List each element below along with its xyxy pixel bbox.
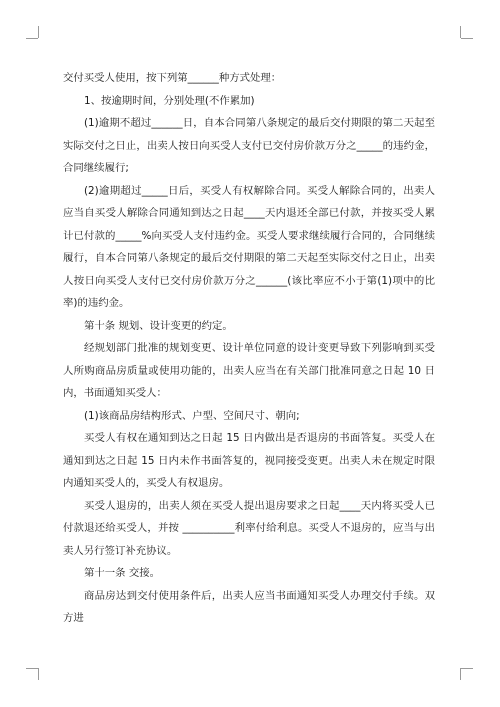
paragraph-planning-change: 经规划部门批准的规划变更、设计单位同意的设计变更导致下列影响到买受人所购商品房质量或使用功能的，出卖人应当在有关部门批准同意之日起 10 日内，书面通知买受人： <box>63 342 435 399</box>
paragraph-continuation: 交付买受人使用，按下列第______种方式处理： <box>63 72 282 84</box>
paragraph-reply-deadline: 买受人有权在通知到达之日起 15 日内做出是否退房的书面答复。买受人在通知到达之日起 15 日内未作书面答复的，视同接受变更。出卖人未在规定时限内通知买受人的，买受人有权退房。 <box>63 432 435 489</box>
section-heading-article-11: 第十一条 交接。 <box>84 567 161 579</box>
document-body <box>63 67 435 630</box>
paragraph-handover: 商品房达到交付使用条件后，出卖人应当书面通知买受人办理交付手续。双方进 <box>63 589 435 624</box>
paragraph-item-2: (2)逾期超过_____日后，买受人有权解除合同。买受人解除合同的，出卖人应当自买受人解除合同通知到达之日起____天内退还全部已付款，并按买受人累计已付款的_____%向买受人支付违约金。买受人要求继续履行合同的，合同继续履行，自本合同第八条规定的最后交付期限的第二天起至实际交付之日止，出卖人按日向买受人支付已交付房价款万分之______(该比率应不小于第(1)项中的比率)的违约金。 <box>63 184 435 309</box>
paragraph-item-1: (1)逾期不超过______日，自本合同第八条规定的最后交付期限的第二天起至实际交付之日止，出卖人按日向买受人支付已交付房价款万分之_____的违约金，合同继续履行; <box>63 117 435 174</box>
paragraph-clause-heading: 1、按逾期时间，分别处理(不作累加) <box>84 94 255 107</box>
paragraph-refund: 买受人退房的，出卖人须在买受人提出退房要求之日起____天内将买受人已付款退还给买受人，并按 __________利率付给利息。买受人不退房的，应当与出卖人另行签订补充协议。 <box>63 499 435 557</box>
paragraph-structure-item: (1)该商品房结构形式、户型、空间尺寸、朝向; <box>84 409 300 422</box>
section-heading-article-10: 第十条 规划、设计变更的约定。 <box>84 319 233 332</box>
